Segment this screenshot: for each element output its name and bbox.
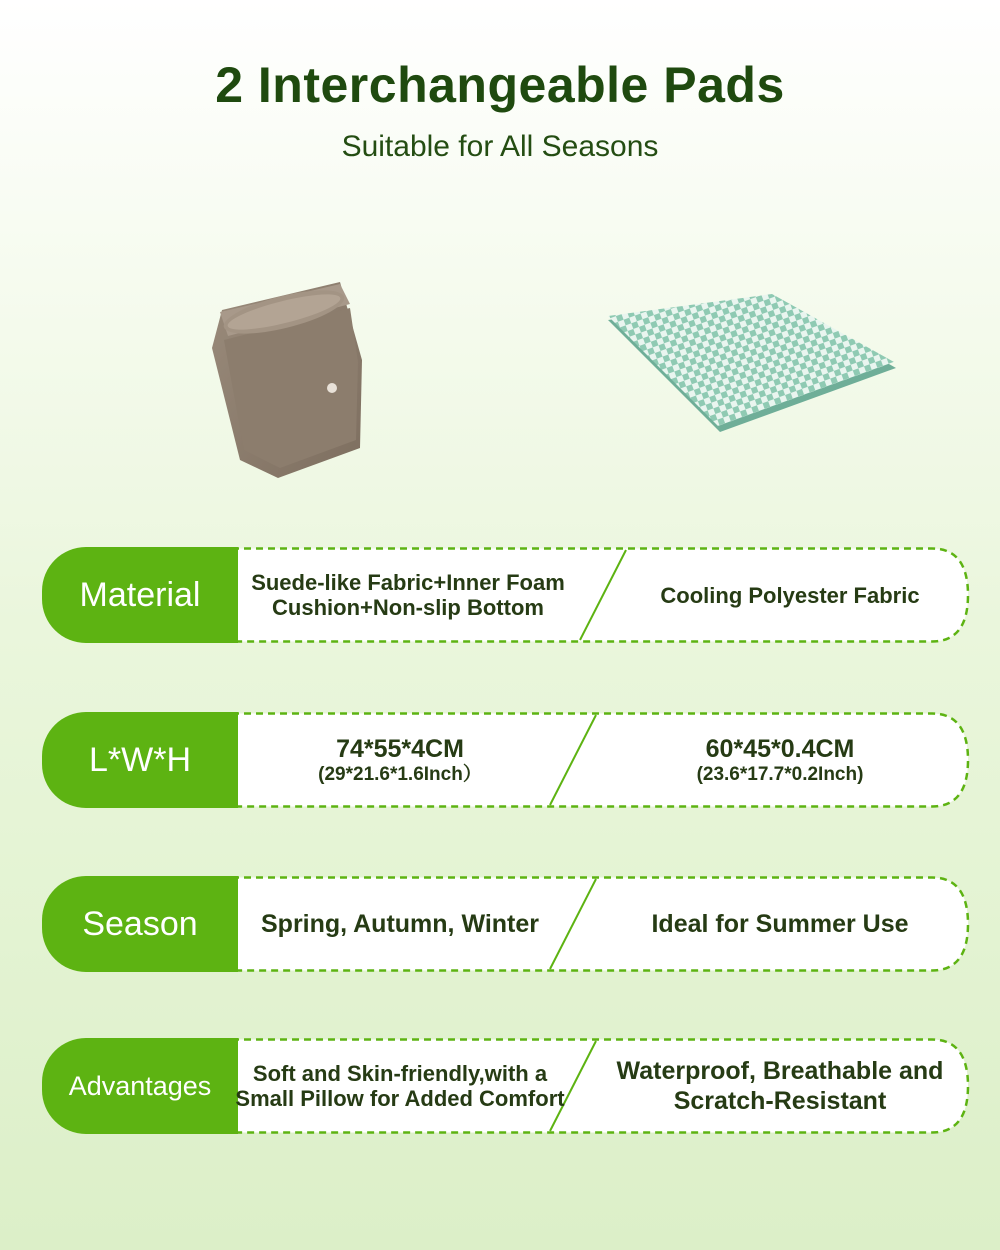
dimensions-right-cell [602, 712, 958, 808]
material-left-text: Suede-like Fabric+Inner Foam Cushion+Non-slip Bottom [251, 570, 565, 620]
advantages-left-cell [232, 1038, 568, 1134]
advantages-right-text: Waterproof, Breathable and Scratch-Resistant [616, 1057, 944, 1115]
season-label: Season [42, 876, 238, 972]
page-subtitle: Suitable for All Seasons [341, 130, 659, 163]
dimensions-row [42, 712, 970, 808]
green-checkered-cooling-mat-image [600, 290, 900, 440]
dimensions-left-cm: 74*55*4CM [336, 735, 464, 763]
product-images [0, 0, 1000, 520]
material-right-text: Cooling Polyester Fabric [660, 582, 920, 608]
season-left-text: Spring, Autumn, Winter [261, 910, 539, 938]
advantages-label: Advantages [42, 1038, 238, 1134]
material-left-cell [232, 547, 584, 643]
dimensions-label: L*W*H [42, 712, 238, 808]
dimensions-left-cell [232, 712, 568, 808]
dimensions-right-cm: 60*45*0.4CM [705, 735, 855, 763]
brown-suede-pad-with-pillow-image [200, 270, 370, 485]
season-right-text: Ideal for Summer Use [651, 910, 909, 938]
page-title: 2 Interchangeable Pads [215, 57, 785, 113]
season-left-cell [232, 876, 568, 972]
material-label: Material [42, 547, 238, 643]
dimensions-left-inch: (29*21.6*1.6Inch） [318, 764, 482, 785]
advantages-left-text: Soft and Skin-friendly,with a Small Pillow for Added Comfort [235, 1061, 565, 1111]
season-row [42, 876, 970, 972]
dimensions-right-inch: (23.6*17.7*0.2Inch) [696, 764, 864, 785]
season-right-cell [602, 876, 958, 972]
advantages-row [42, 1038, 970, 1134]
material-right-cell [620, 547, 960, 643]
advantages-right-cell [612, 1038, 948, 1134]
material-row [42, 547, 970, 643]
